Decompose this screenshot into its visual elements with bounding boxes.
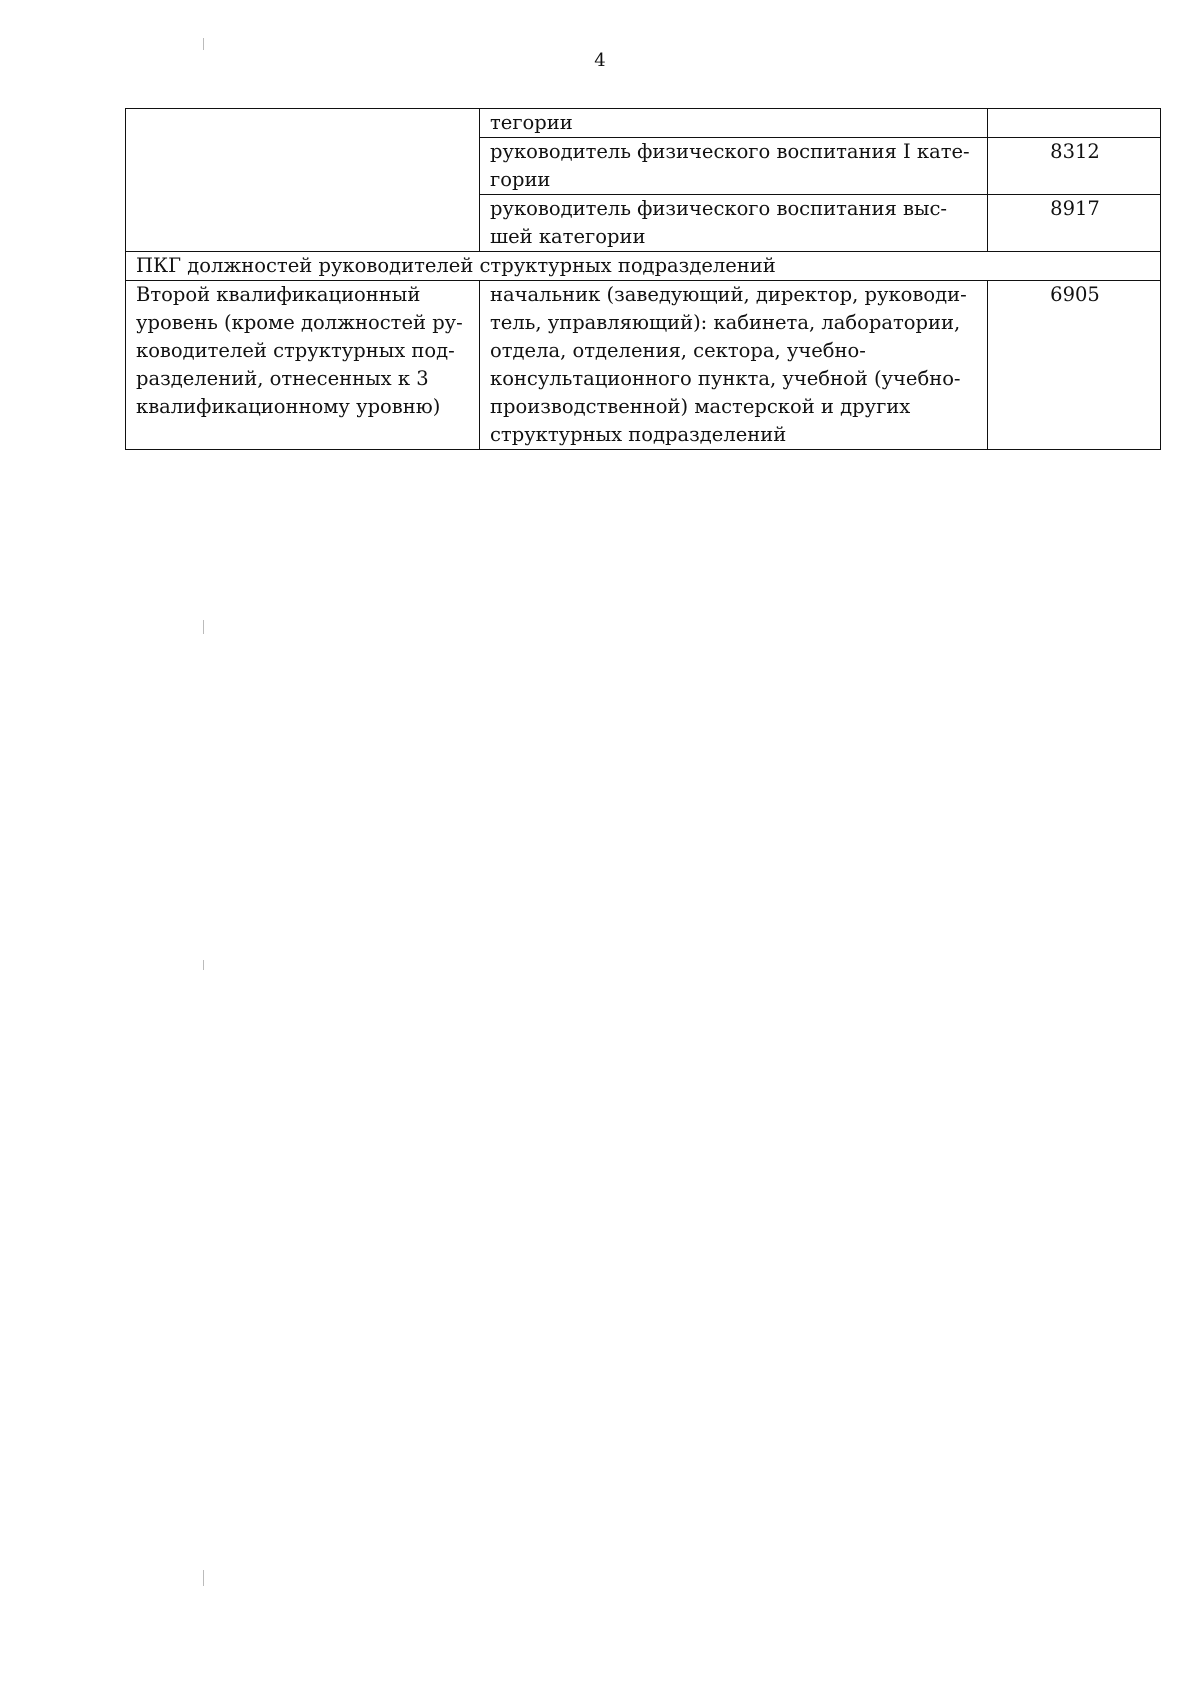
salary-cell: 8312 — [988, 138, 1161, 195]
level-cell: Второй квалификационный уровень (кроме должностей ру- ководителей структурных под- разделений, отнесенных к 3 квалификационному уровню) — [126, 281, 480, 450]
scan-artifact — [203, 960, 204, 970]
scan-artifact — [203, 620, 204, 634]
salary-cell — [988, 109, 1161, 138]
position-cell: руководитель физического воспитания выс- шей категории — [480, 195, 988, 252]
level-cell-continued — [126, 109, 480, 252]
table-row — [126, 109, 1161, 138]
group-header-row — [126, 252, 1161, 281]
scan-artifact — [203, 38, 204, 50]
position-cell: тегории — [480, 109, 988, 138]
group-header: ПКГ должностей руководителей структурных подразделений — [126, 252, 1161, 281]
scan-artifact — [203, 1570, 204, 1586]
page-number: 4 — [594, 50, 606, 71]
position-cell: начальник (заведующий, директор, руководи- тель, управляющий): кабинета, лаборатории, отдела, отделения, сектора, учебно- консультационного пункта, учебной (учебно- производственной) мастерской и других структурных подразделений — [480, 281, 988, 450]
salary-table — [125, 108, 1161, 450]
salary-cell: 6905 — [988, 281, 1161, 450]
table-row — [126, 281, 1161, 450]
position-cell: руководитель физического воспитания I кате- гории — [480, 138, 988, 195]
salary-cell: 8917 — [988, 195, 1161, 252]
